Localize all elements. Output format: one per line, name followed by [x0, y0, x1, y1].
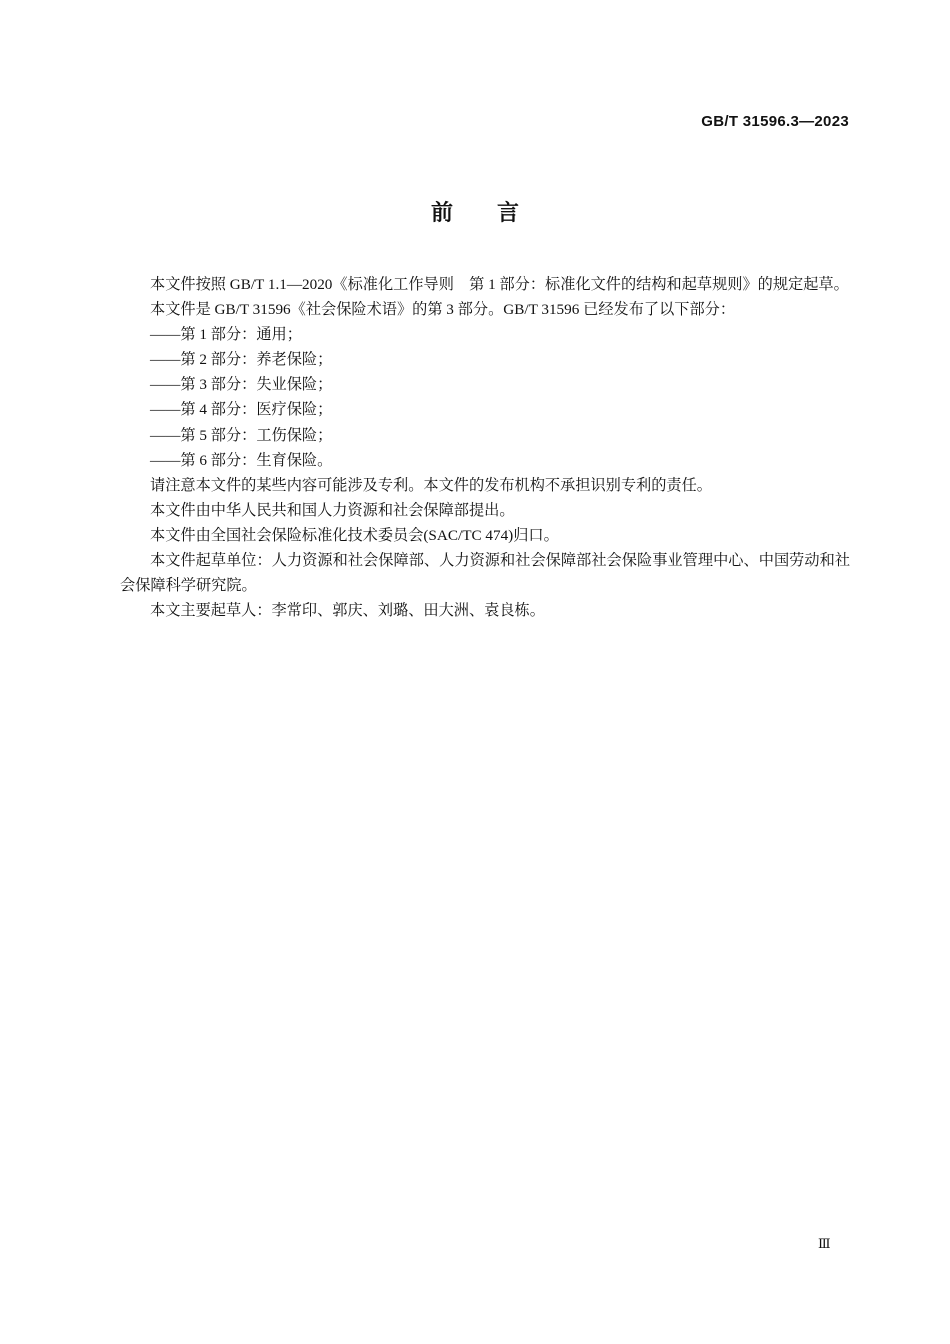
- paragraph-committee: 本文件由全国社会保险标准化技术委员会(SAC/TC 474)归口。: [150, 526, 559, 544]
- paragraph-drafters: 本文主要起草人：李常印、郭庆、刘璐、田大洲、袁良栋。: [150, 602, 545, 620]
- paragraph-proposer: 本文件由中华人民共和国人力资源和社会保障部提出。: [150, 501, 515, 519]
- foreword-body: [120, 272, 850, 623]
- page-number: Ⅲ: [818, 1236, 831, 1251]
- paragraph-patent-notice: 请注意本文件的某些内容可能涉及专利。本文件的发布机构不承担识别专利的责任。: [150, 476, 712, 494]
- list-item: ——第 6 部分：生育保险。: [150, 451, 333, 469]
- paragraph-drafting-units: 本文件起草单位：人力资源和社会保障部、人力资源和社会保障部社会保险事业管理中心、中国劳动和社会保障科学研究院。: [120, 552, 850, 595]
- paragraph-drafting-rules: 本文件按照 GB/T 1.1—2020《标准化工作导则 第 1 部分：标准化文件的结构和起草规则》的规定起草。: [150, 276, 849, 293]
- paragraph-series-intro: 本文件是 GB/T 31596《社会保险术语》的第 3 部分。GB/T 31596 已经发布了以下部分：: [150, 301, 736, 319]
- list-item: ——第 1 部分：通用；: [150, 326, 302, 344]
- list-item: ——第 5 部分：工伤保险；: [150, 426, 333, 444]
- list-item: ——第 3 部分：失业保险；: [150, 376, 333, 394]
- list-item: ——第 2 部分：养老保险；: [150, 351, 333, 369]
- list-item: ——第 4 部分：医疗保险；: [150, 401, 333, 419]
- page-title: 前 言: [430, 200, 519, 225]
- standard-number: GB/T 31596.3—2023: [701, 113, 849, 130]
